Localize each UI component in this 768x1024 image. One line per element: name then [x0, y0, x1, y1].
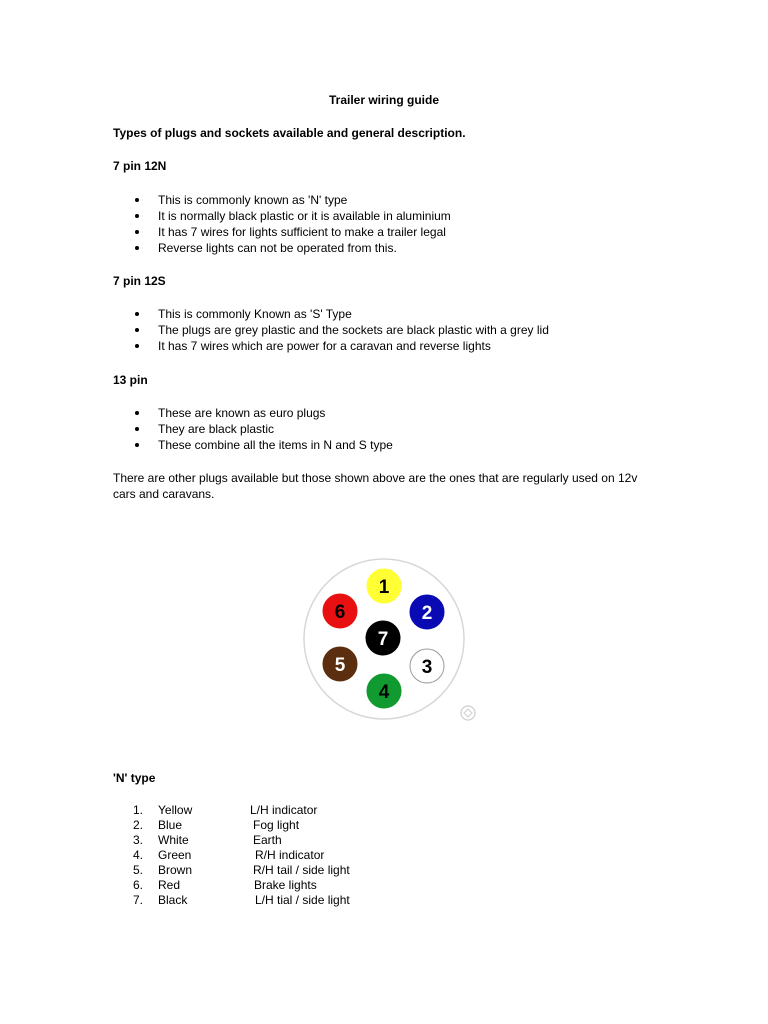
pin-4	[367, 674, 401, 708]
pin-label: 3	[421, 657, 433, 678]
pin-label: 2	[421, 603, 433, 624]
pin-1	[367, 569, 401, 603]
bullet-item: This is commonly Known as 'S' Type	[113, 306, 549, 322]
section-heading-7-pin-12s: 7 pin 12S	[113, 274, 166, 288]
pin-number: 4.	[133, 848, 144, 862]
bullet-item: The plugs are grey plastic and the sockets are black plastic with a grey lid	[113, 322, 549, 338]
pin-number: 7.	[133, 893, 144, 907]
wire-function: L/H tial / side light	[255, 893, 350, 907]
pin-number: 1.	[133, 803, 144, 817]
section-heading-7-pin-12n: 7 pin 12N	[113, 159, 167, 173]
wire-function: Brake lights	[254, 878, 317, 892]
bullet-item: These are known as euro plugs	[113, 405, 393, 421]
bullet-item: It has 7 wires for lights sufficient to make a trailer legal	[113, 224, 451, 240]
bullet-item: It is normally black plastic or it is available in aluminium	[113, 208, 451, 224]
watermark-icon	[461, 706, 475, 720]
bullet-item: These combine all the items in N and S type	[113, 437, 393, 453]
wire-color: Green	[158, 848, 192, 862]
wire-function: L/H indicator	[250, 803, 318, 817]
pin-number: 2.	[133, 818, 144, 832]
pin-3	[410, 649, 444, 683]
pin-label: 5	[334, 655, 346, 676]
section-heading-13-pin: 13 pin	[113, 373, 148, 387]
pin-number: 5.	[133, 863, 144, 877]
pin-6	[323, 594, 357, 628]
wire-color: Yellow	[158, 803, 193, 817]
ntype-heading: 'N' type	[113, 771, 156, 785]
wire-color: Red	[158, 878, 181, 892]
document-subtitle: Types of plugs and sockets available and general description.	[113, 126, 466, 140]
pin-2	[410, 595, 444, 629]
wire-function: R/H indicator	[255, 848, 325, 862]
bullet-item: Reverse lights can not be operated from this.	[113, 240, 451, 256]
wire-function: Earth	[253, 833, 282, 847]
pin-number: 3.	[133, 833, 144, 847]
pin-5	[323, 647, 357, 681]
document-title: Trailer wiring guide	[328, 93, 440, 107]
pin-number: 6.	[133, 878, 144, 892]
pin-7	[366, 621, 400, 655]
wire-color: Blue	[158, 818, 183, 832]
body-paragraph: There are other plugs available but those shown above are the ones that are regularly used on 12v cars and caravans.	[113, 471, 638, 501]
bullet-list-7-pin-12s	[113, 306, 549, 354]
bullet-list-13-pin	[113, 405, 393, 453]
wire-function: R/H tail / side light	[253, 863, 350, 877]
bullet-list-7-pin-12n	[113, 192, 451, 256]
pin-label: 1	[378, 577, 390, 598]
pin-label: 7	[377, 629, 389, 650]
bullet-item: This is commonly known as 'N' type	[113, 192, 451, 208]
bullet-item: It has 7 wires which are power for a caravan and reverse lights	[113, 338, 549, 354]
plug-pin-diagram	[290, 553, 480, 723]
wire-function: Fog light	[253, 818, 300, 832]
bullet-item: They are black plastic	[113, 421, 393, 437]
pin-label: 4	[378, 682, 390, 703]
wire-color: White	[158, 833, 189, 847]
wire-color: Brown	[158, 863, 193, 877]
wire-color: Black	[158, 893, 188, 907]
pin-label: 6	[334, 602, 346, 623]
